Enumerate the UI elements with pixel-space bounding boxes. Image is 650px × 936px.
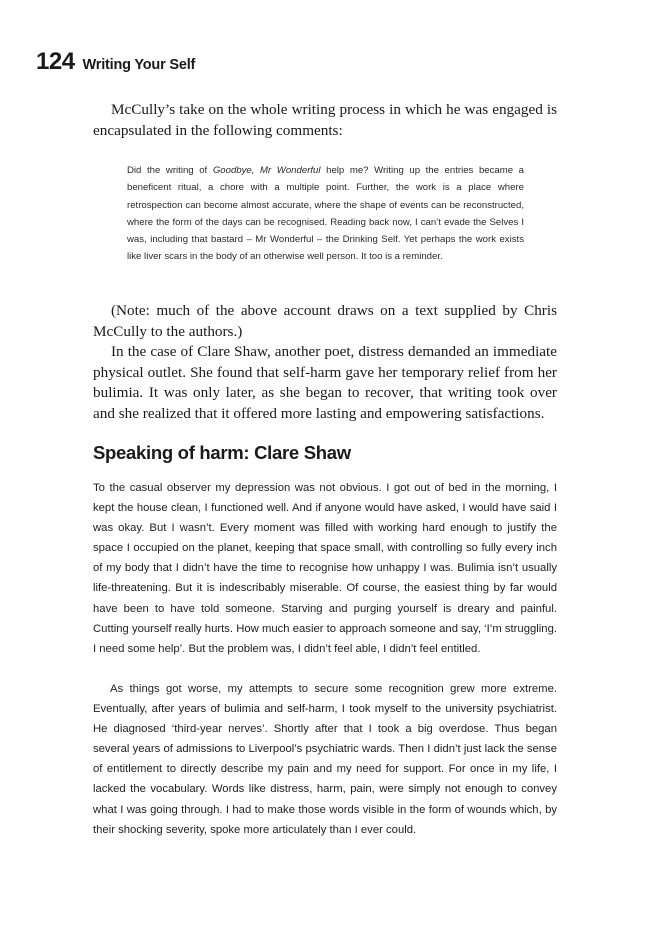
section-paragraph-1: To the casual observer my depression was not obvious. I got out of bed in the morning, I kept the house clean, I functioned well. And if anyone would have asked, I would have said I was okay. But I wasn’t. Every moment was filled with working hard enough to justify the space I occupied on the planet, keeping that space small, with controlling so fully every inch of my body that I didn’t have the time to recognise how unhappy I was. Bulimia isn’t usually life-threatening. But it is indescribably miserable. Of course, the easiest thing by far would have been to have told someone. Starving and purging yourself is dreary and painful. Cutting yourself really hurts. How much easier to approach someone and say, ‘I’m struggling. I need some help’. But the problem was, I didn’t feel able, I didn’t feel entitled. bbox=[93, 482, 557, 655]
clare-intro-paragraph: In the case of Clare Shaw, another poet, distress demanded an immediate physical outlet. She found that self-harm gave her temporary relief from her bulimia. It was only later, as she began to recover, that writing took over and she realized that it offered more lasting and empowering satisfactions. bbox=[93, 343, 557, 422]
section-heading: Speaking of harm: Clare Shaw bbox=[93, 442, 351, 463]
running-title: Writing Your Self bbox=[82, 57, 196, 73]
block-quote bbox=[127, 162, 524, 266]
page-number: 124 bbox=[36, 48, 75, 75]
quote-text-before-title: Did the writing of bbox=[127, 165, 213, 176]
intro-paragraph: McCully’s take on the whole writing process in which he was engaged is encapsulated in the following comments: bbox=[93, 101, 557, 139]
running-head bbox=[36, 48, 195, 76]
quote-text-after-title: help me? Writing up the entries became a beneficent ritual, a chore with a multiple point. Further, the work is a place where retrospection can become almost accurate, where the shape of events can be reconstructed, where the form of the days can be recognised. Reading back now, I can’t evade the Selves I was, including that bastard – Mr Wonderful – the Drinking Self. Yet perhaps the work exists like liver scars in the body of an otherwise well person. It too is a reminder. bbox=[127, 165, 524, 263]
section-paragraph-2: As things got worse, my attempts to secure some recognition grew more extreme. Eventually, after years of bulimia and self-harm, I took myself to the university psychiatrist. He diagnosed ‘third-year nerves’. Shortly after that I took a big overdose. Thus began several years of admissions to Liverpool’s psychiatric wards. Then I didn’t just lack the sense of entitlement to directly describe my pain and my need for support. For once in my life, I lacked the vocabulary. Words like distress, harm, pain, were simply not enough to convey what I was going through. I had to make those words visible in the form of wounds which, by their shocking severity, spoke more articulately than I ever could. bbox=[93, 683, 557, 836]
quote-book-title: Goodbye, Mr Wonderful bbox=[212, 165, 321, 176]
note-paragraph: (Note: much of the above account draws on a text supplied by Chris McCully to the authors.) bbox=[93, 302, 557, 340]
